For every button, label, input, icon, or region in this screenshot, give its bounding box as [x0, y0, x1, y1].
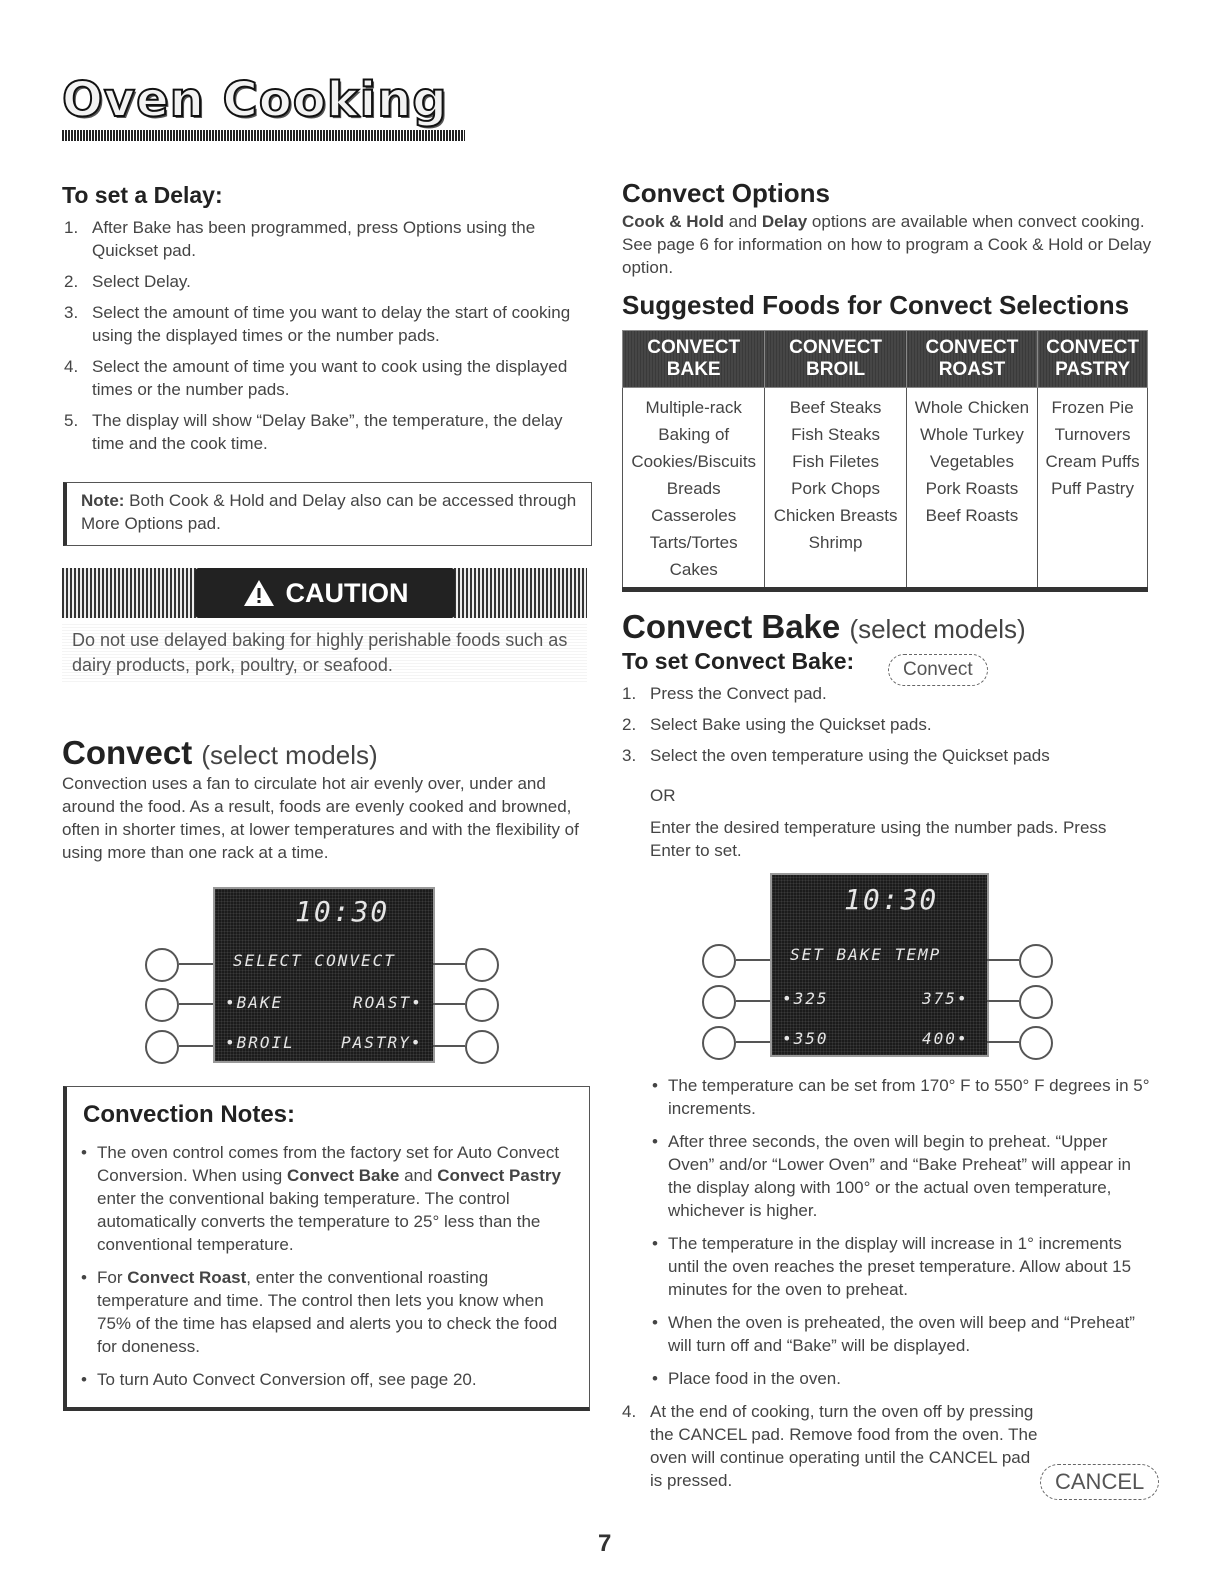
quickset-pad-right-3[interactable]	[1019, 1026, 1053, 1060]
quickset-pad-right-2[interactable]	[1019, 985, 1053, 1019]
list-item: • After three seconds, the oven will begin to preheat. “Upper Oven” and/or “Lower Oven” and “Bake Preheat” will appear in the display along with 100° or the actual oven temperature, whichever is higher.	[650, 1130, 1150, 1222]
list-item: 3. Select the amount of time you want to delay the start of cooking using the displayed times or the number pads.	[64, 303, 571, 345]
list-item: 3. Select the oven temperature using the Quickset pads	[622, 746, 1050, 765]
list-item: 2. Select Bake using the Quickset pads.	[622, 715, 932, 734]
connector-line	[433, 1045, 465, 1047]
convect-heading: Convect (select models)	[62, 734, 378, 771]
page-title: Oven Cooking	[62, 72, 448, 128]
suggested-foods-heading: Suggested Foods for Convect Selections	[622, 290, 1130, 320]
quickset-pad-left-1[interactable]	[145, 948, 179, 982]
delay-heading: To set a Delay:	[62, 182, 223, 208]
delay-note-box	[63, 482, 592, 546]
delay-steps	[64, 216, 589, 463]
connector-line	[736, 959, 770, 961]
caution-label: CAUTION	[195, 568, 455, 618]
connector-line	[433, 1003, 465, 1005]
note-label: Note:	[81, 491, 125, 510]
convect-pad-button[interactable]: Convect	[888, 654, 988, 686]
convection-notes-box	[63, 1086, 590, 1411]
display-option-roast: ROAST•	[353, 993, 423, 1012]
list-item: • The temperature in the display will increase in 1° increments until the oven reaches the preset temperature. Allow about 15 minutes for the oven to preheat.	[650, 1232, 1150, 1301]
title-underline	[62, 130, 465, 141]
caution-text-box	[62, 624, 587, 682]
quickset-pad-right-1[interactable]	[465, 948, 499, 982]
list-item: • Place food in the oven.	[650, 1367, 1150, 1390]
connector-line	[736, 1041, 770, 1043]
connector-line	[987, 1000, 1019, 1002]
caution-text: Do not use delayed baking for highly perishable foods such as dairy products, pork, poultry, or seafood.	[72, 630, 568, 675]
convection-notes-heading: Convection Notes:	[83, 1101, 296, 1128]
display-temp-325: •325	[782, 989, 829, 1008]
convect-options-heading: Convect Options	[622, 178, 831, 208]
suggested-foods-table	[622, 330, 1148, 592]
list-item: 1. Press the Convect pad.	[622, 684, 827, 703]
connector-line	[179, 1045, 213, 1047]
connector-line	[433, 963, 465, 965]
quickset-pad-right-2[interactable]	[465, 988, 499, 1022]
table-row: Casseroles Chicken Breasts Beef Roasts	[623, 502, 1148, 529]
table-row: Baking of Fish Steaks Whole Turkey Turnovers	[623, 421, 1148, 448]
convect-bake-subheading: To set Convect Bake:	[622, 648, 855, 674]
page-number: 7	[598, 1530, 612, 1557]
list-item: • To turn Auto Convect Conversion off, see page 20.	[79, 1368, 574, 1391]
connector-line	[736, 1000, 770, 1002]
list-item: 4. Select the amount of time you want to cook using the displayed times or the number pads.	[64, 357, 568, 399]
quickset-pad-right-3[interactable]	[465, 1030, 499, 1064]
convect-body: Convection uses a fan to circulate hot air evenly over, under and around the food. As a result, foods are evenly cooked and browned, often in shorter times, at lower temperatures and with the flexibility of using more than one rack at a time.	[62, 774, 579, 862]
list-item: • The temperature can be set from 170° F to 550° F degrees in 5° increments.	[650, 1074, 1150, 1120]
display-option-bake: •BAKE	[225, 993, 284, 1012]
convect-bake-step-4: 4. At the end of cooking, turn the oven off by pressing the CANCEL pad. Remove food from the oven. The oven will continue operating until the CANCEL pad is pressed.	[622, 1402, 1038, 1490]
display-line1: SELECT CONVECT	[233, 951, 396, 970]
connector-line	[987, 1041, 1019, 1043]
enter-temperature-text: Enter the desired temperature using the number pads. Press Enter to set.	[650, 818, 1107, 860]
table-row: Cookies/Biscuits Fish Filetes Vegetables Cream Puffs	[623, 448, 1148, 475]
convect-bake-bullets	[650, 1074, 1150, 1400]
convection-notes-list	[79, 1141, 574, 1401]
display-time: 10:30	[295, 895, 390, 928]
display-time: 10:30	[844, 883, 939, 916]
list-item: • The oven control comes from the factory set for Auto Convect Conversion. When using Convect Bake and Convect Pastry enter the conventional baking temperature. The control automatically converts the temperature to 25° less than the conventional temperature.	[79, 1141, 574, 1256]
display-option-pastry: PASTRY•	[341, 1033, 423, 1052]
oven-display	[770, 873, 989, 1057]
convect-bake-heading: Convect Bake (select models)	[622, 608, 1026, 645]
connector-line	[987, 959, 1019, 961]
connector-line	[179, 1003, 213, 1005]
note-text: Both Cook & Hold and Delay also can be accessed through More Options pad.	[81, 491, 577, 533]
list-item: 2. Select Delay.	[64, 272, 191, 291]
oven-display	[213, 887, 435, 1063]
quickset-pad-left-2[interactable]	[145, 988, 179, 1022]
convect-bake-steps	[622, 682, 1152, 775]
table-row: Tarts/Tortes Shrimp	[623, 529, 1148, 556]
quickset-pad-left-3[interactable]	[145, 1030, 179, 1064]
or-label: OR	[650, 786, 676, 805]
convect-options-body: Cook & Hold and Delay options are available when convect cooking. See page 6 for information on how to program a Cook & Hold or Delay option.	[622, 212, 1152, 277]
display-temp-375: 375•	[922, 989, 969, 1008]
column-header: CONVECT PASTRY	[1038, 331, 1148, 388]
list-item: • When the oven is preheated, the oven will beep and “Preheat” will turn off and “Bake” will be displayed.	[650, 1311, 1150, 1357]
quickset-pad-right-1[interactable]	[1019, 944, 1053, 978]
table-row: Breads Pork Chops Pork Roasts Puff Pastry	[623, 475, 1148, 502]
table-row: Cakes	[623, 556, 1148, 590]
quickset-pad-left-2[interactable]	[702, 985, 736, 1019]
cancel-pad-button[interactable]: CANCEL	[1040, 1464, 1159, 1500]
display-temp-350: •350	[782, 1029, 829, 1048]
column-header: CONVECT ROAST	[906, 331, 1037, 388]
quickset-pad-left-1[interactable]	[702, 944, 736, 978]
display-temp-400: 400•	[922, 1029, 969, 1048]
display-line1: SET BAKE TEMP	[790, 945, 942, 964]
column-header: CONVECT BAKE	[623, 331, 765, 388]
list-item: • For Convect Roast, enter the conventional roasting temperature and time. The control then lets you know when 75% of the time has elapsed and alerts you to check the food for doneness.	[79, 1266, 574, 1358]
table-row: Multiple-rack Beef Steaks Whole Chicken Frozen Pie	[623, 388, 1148, 422]
display-option-broil: •BROIL	[225, 1033, 295, 1052]
quickset-pad-left-3[interactable]	[702, 1026, 736, 1060]
warning-icon	[242, 578, 276, 608]
column-header: CONVECT BROIL	[765, 331, 906, 388]
list-item: 1. After Bake has been programmed, press Options using the Quickset pad.	[64, 218, 536, 260]
list-item: 5. The display will show “Delay Bake”, the temperature, the delay time and the cook time.	[64, 411, 563, 453]
connector-line	[179, 963, 213, 965]
